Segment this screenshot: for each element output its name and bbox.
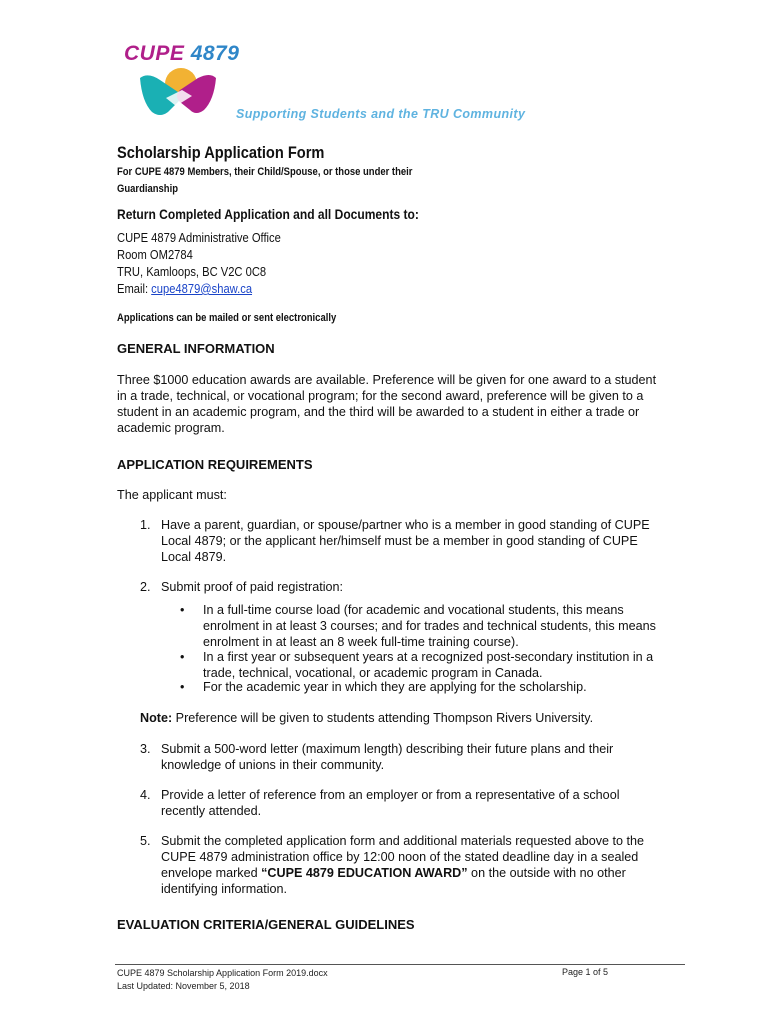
address-email: Email: cupe4879@shaw.ca bbox=[117, 281, 253, 296]
general-info-paragraph: Three $1000 education awards are available. Preference will be given for one award to a student in a trade, technical, or vocational program; for the second award, preference will be given to a student in an academic program, and the third will be awarded to a student in either a trade or academic program. bbox=[117, 373, 657, 435]
bullet-1-text: In a full-time course load (for academic and vocational students, this means enrolment in at least 3 courses; and for trades and technical students, this means enrolment in at least an 8 week full-time training course). bbox=[203, 603, 656, 649]
page-subtitle: For CUPE 4879 Members, their Child/Spouse, or those under their Guardianship bbox=[117, 166, 413, 195]
bullet-dot: • bbox=[180, 680, 185, 694]
item-2-number: 2. bbox=[140, 580, 151, 594]
bullet-dot: • bbox=[180, 603, 185, 617]
item-3-number: 3. bbox=[140, 742, 151, 756]
mail-note: Applications can be mailed or sent electronically bbox=[117, 312, 337, 324]
email-link[interactable]: cupe4879@shaw.ca bbox=[151, 281, 253, 296]
item-3-text: Submit a 500-word letter (maximum length) describing their future plans and their knowledge of unions in their community. bbox=[161, 742, 614, 772]
return-address bbox=[117, 229, 281, 297]
requirements-intro: The applicant must: bbox=[117, 488, 227, 502]
return-heading: Return Completed Application and all Documents to: bbox=[117, 206, 419, 222]
address-line-1: CUPE 4879 Administrative Office bbox=[117, 230, 281, 245]
bullet-2-text: In a first year or subsequent years at a recognized post-secondary institution in a trade, technical, vocational, or academic program in Canada. bbox=[203, 650, 654, 680]
requirements-heading: APPLICATION REQUIREMENTS bbox=[117, 457, 313, 472]
preference-note: Note: Preference will be given to students attending Thompson Rivers University. bbox=[140, 711, 594, 725]
item-4-text: Provide a letter of reference from an employer or from a representative of a school recently attended. bbox=[161, 788, 620, 818]
item-1-text: Have a parent, guardian, or spouse/partner who is a member in good standing of CUPE Local 4879; or the applicant her/himself must be a member in good standing of CUPE Local 4879. bbox=[161, 518, 650, 564]
general-info-heading: GENERAL INFORMATION bbox=[117, 341, 275, 356]
address-line-3: TRU, Kamloops, BC V2C 0C8 bbox=[117, 264, 267, 279]
footer-divider bbox=[115, 964, 685, 965]
evaluation-heading: EVALUATION CRITERIA/GENERAL GUIDELINES bbox=[117, 917, 415, 932]
item-5-number: 5. bbox=[140, 834, 151, 848]
logo-number: 4879 bbox=[190, 42, 240, 65]
footer-updated: Last Updated: November 5, 2018 bbox=[117, 981, 250, 991]
footer-page-number: Page 1 of 5 bbox=[562, 967, 609, 977]
bullet-dot: • bbox=[180, 650, 185, 664]
item-1-number: 1. bbox=[140, 518, 151, 532]
item-2-text: Submit proof of paid registration: bbox=[161, 580, 344, 594]
address-line-2: Room OM2784 bbox=[117, 247, 193, 262]
footer-filename: CUPE 4879 Scholarship Application Form 2019.docx bbox=[117, 968, 328, 978]
footer-left bbox=[117, 967, 328, 993]
item-5-text: Submit the completed application form and additional materials requested above to the CUPE 4879 administration office by 12:00 noon of the stated deadline day in a sealed envelope marked “CUPE 4879 EDUCATION AWARD” on the outside with no other identifying information. bbox=[161, 834, 645, 896]
page-title: Scholarship Application Form bbox=[117, 143, 325, 162]
tagline: Supporting Students and the TRU Community bbox=[236, 107, 526, 121]
logo-word: CUPE bbox=[124, 42, 185, 65]
bullet-3-text: For the academic year in which they are applying for the scholarship. bbox=[203, 680, 587, 694]
handshake-sun-icon bbox=[138, 62, 218, 118]
item-4-number: 4. bbox=[140, 788, 151, 802]
